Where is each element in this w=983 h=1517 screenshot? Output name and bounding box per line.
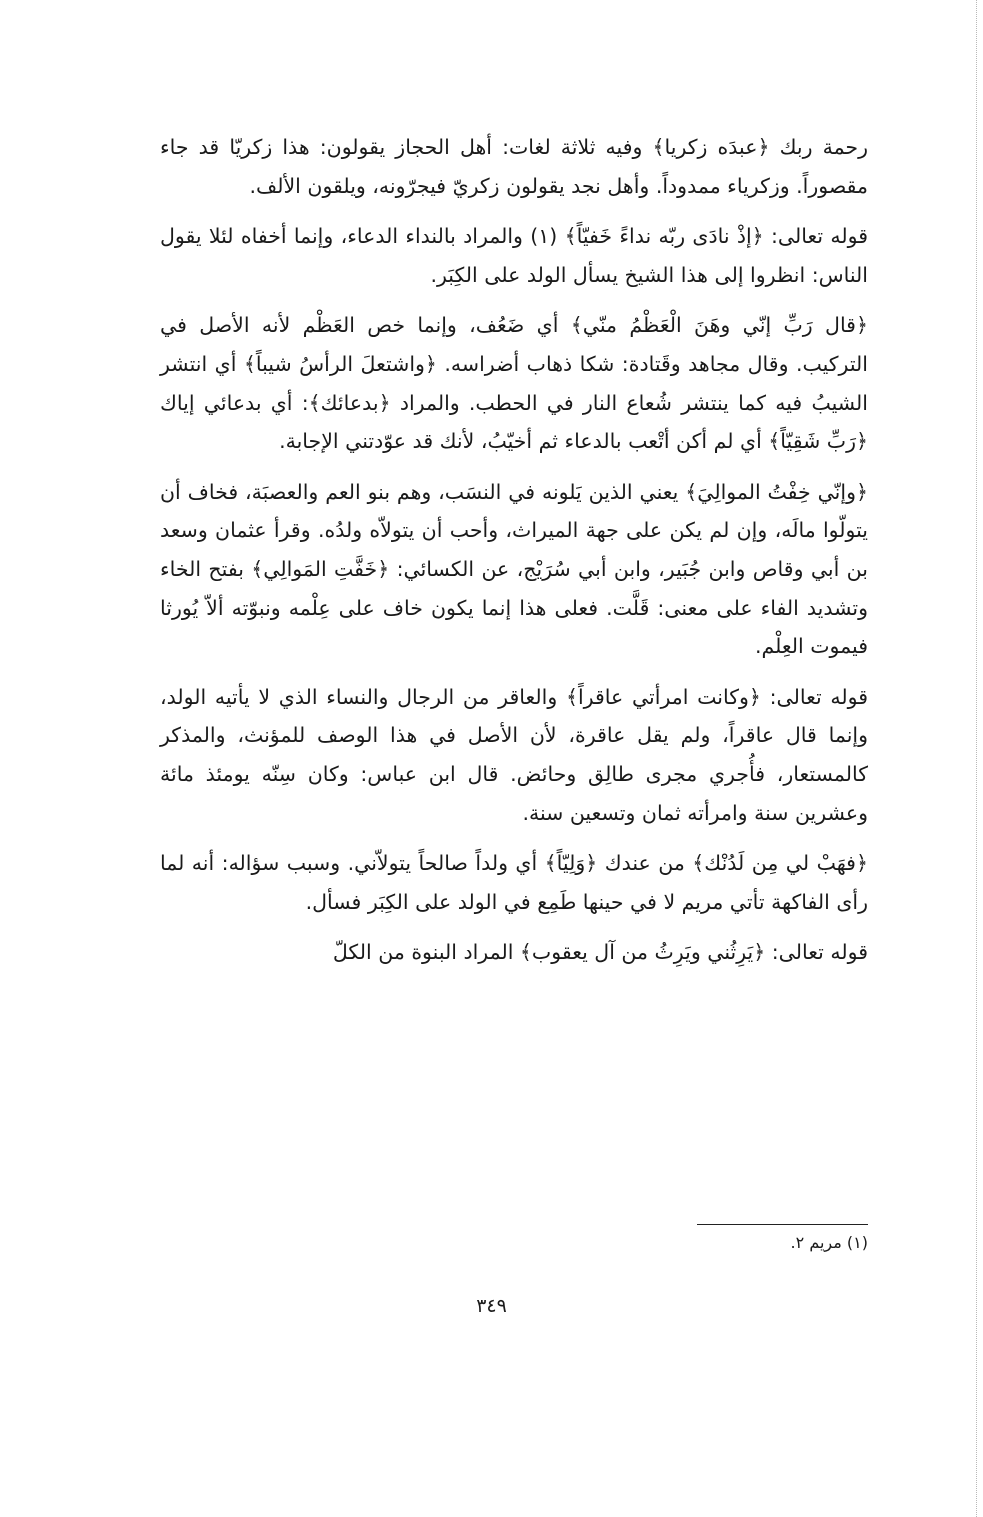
- paragraph-mawali: ﴿وإنّي خِفْتُ الموالِيَ﴾ يعني الذين يَلونه في النسَب، وهم بنو العم والعصبَة، فخاف أن يتولّوا مالَه، وإن لم يكن على جهة الميراث، وأحب أن يتولاّه ولدُه. وقرأ عثمان وسعد بن أبي وقاص وابن جُبَير، وابن أبي سُرَيْج، عن الكسائي: ﴿خَفَّتِ المَوالِي﴾ بفتح الخاء وتشديد الفاء على معنى: قَلَّت. فعلى هذا إنما يكون خاف على عِلْمه ونبوّته ألاّ يُورثا فيموت العِلْم.: [160, 479, 868, 659]
- paragraph-inherit: قوله تعالى: ﴿يَرِثُني ويَرِثُ من آل يعقوب﴾ المراد البنوة من الكلّ: [332, 940, 868, 965]
- page-body: [160, 128, 868, 984]
- footnote-divider: [697, 1224, 868, 1225]
- paragraph-hidden-call: قوله تعالى: ﴿إذْ نادَى ربّه نداءً خَفيّاً﴾ (١) والمراد بالنداء الدعاء، وإنما أخفاه لئلا يقول الناس: انظروا إلى هذا الشيخ يسأل الولد على الكِبَر.: [160, 224, 868, 287]
- paragraph-weak-bones: ﴿قال رَبِّ إنّي وهَنَ الْعَظْمُ منّي﴾ أي ضَعُف، وإنما خص العَظْم لأنه الأصل في التركيب. وقال مجاهد وقَتادة: شكا ذهاب أضراسه. ﴿واشتعلَ الرأسُ شيباً﴾ أي انتشر الشيبُ فيه كما ينتشر شُعاع النار في الحطب. والمراد ﴿بدعائك﴾: أي بدعائي إياك ﴿رَبِّ شَقِيّاً﴾ أي لم أكن أتْعب بالدعاء ثم أخيّبُ، لأنك قد عوّدتني الإجابة.: [160, 313, 868, 454]
- paragraph-grant-heir: ﴿فهَبْ لي مِن لَدُنْك﴾ من عندك ﴿وَلِيّاً﴾ أي ولداً صالحاً يتولاّني. وسبب سؤاله: أنه لما رأى الفاكهة تأتي مريم لا في حينها طَمِع في الولد على الكِبَر فسأل.: [160, 851, 868, 914]
- paragraph-zakariya-dialects: رحمة ربك ﴿عبدَه زكريا﴾ وفيه ثلاثة لغات: أهل الحجاز يقولون: هذا زكريّا قد جاء مقصوراً. وزكرياء ممدوداً. وأهل نجد يقولون زكريّ فيجرّونه، ويلقون الألف.: [160, 135, 868, 198]
- paragraph-barren-wife: قوله تعالى: ﴿وكانت امرأتي عاقراً﴾ والعاقر من الرجال والنساء الذي لا يأتيه الولد، وإنما قال عاقراً، ولم يقل عاقرة، لأن الأصل في هذا الوصف للمؤنث، والمذكر كالمستعار، فأُجري مجرى طالِق وحائض. قال ابن عباس: وكان سِنّه يومئذ مائة وعشرين سنة وامرأته ثمان وتسعين سنة.: [160, 684, 868, 825]
- page-number: ٣٤٩: [476, 1295, 507, 1317]
- scan-edge-line: [976, 0, 977, 1517]
- footnote: (١) مريم ٢.: [790, 1233, 868, 1252]
